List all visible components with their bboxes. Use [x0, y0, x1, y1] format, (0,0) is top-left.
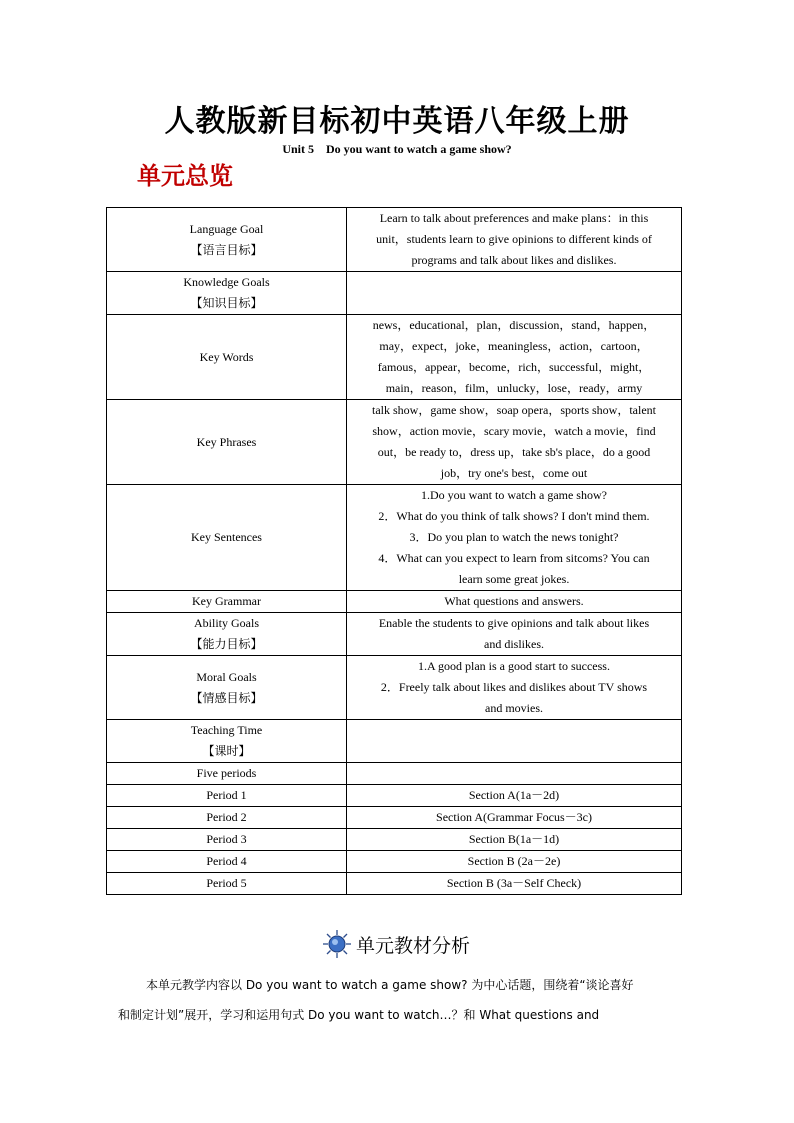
row-content-cell	[347, 400, 682, 485]
table-row	[107, 613, 682, 656]
unit-overview-table	[106, 207, 682, 895]
paragraph-line: 本单元教学内容以 Do you want to watch a game show? 为中心话题，围绕着“谈论喜好	[146, 978, 634, 992]
row-label-cn: 【情感目标】	[190, 690, 263, 705]
content-line: Section B (3a－Self Check)	[446, 876, 582, 890]
content-line: 3．Do you plan to watch the news tonight?	[409, 530, 619, 544]
row-label-cell	[107, 400, 347, 485]
content-line: Section A(Grammar Focus－3c)	[436, 810, 592, 824]
content-line: may，expect，joke，meaningless，action，cartoon，	[379, 339, 649, 353]
row-label-cn: 【语言目标】	[190, 242, 263, 257]
row-label: Teaching Time	[190, 723, 263, 737]
row-content-cell	[347, 591, 682, 613]
row-label-cell	[107, 272, 347, 315]
row-content-cell	[347, 613, 682, 656]
content-line: What questions and answers.	[444, 594, 584, 608]
row-label: Period 1	[206, 788, 247, 802]
content-line: famous，appear，become，rich，successful，might，	[377, 360, 651, 374]
row-label-cell	[107, 315, 347, 400]
sun-icon	[322, 929, 352, 959]
content-line: learn some great jokes.	[458, 572, 570, 586]
content-line: main，reason，film，unlucky，lose，ready，army	[385, 381, 643, 395]
content-line: Section A(1a－2d)	[468, 788, 560, 802]
row-content-cell	[347, 272, 682, 315]
row-label-cell	[107, 763, 347, 785]
row-content-cell	[347, 873, 682, 895]
table-row	[107, 785, 682, 807]
row-content-cell	[347, 720, 682, 763]
row-label: Language Goal	[189, 221, 264, 236]
row-content-cell	[347, 485, 682, 591]
row-content-cell	[347, 315, 682, 400]
row-label-cell	[107, 591, 347, 613]
content-line: talk show，game show，soap opera，sports show，talent	[372, 403, 656, 417]
table-row	[107, 208, 682, 272]
content-line: programs and talk about likes and dislikes.	[411, 253, 617, 267]
row-label: Period 3	[206, 832, 247, 846]
row-label: Moral Goals	[196, 669, 257, 684]
row-content-cell	[347, 208, 682, 272]
content-line: out，be ready to，dress up，take sb's place，do a good	[377, 445, 651, 459]
section-heading: 单元总览	[137, 162, 233, 190]
content-line: 1.Do you want to watch a game show?	[421, 488, 607, 502]
row-label: Key Phrases	[196, 434, 257, 449]
row-content-cell	[347, 656, 682, 720]
content-line: unit，students learn to give opinions to different kinds of	[376, 232, 652, 246]
row-label-cn: 【知识目标】	[190, 296, 263, 310]
content-line: show，action movie，scary movie，watch a movie，find	[372, 424, 656, 438]
content-line: 4．What can you expect to learn from sitcoms? You can	[378, 551, 650, 565]
table-row	[107, 315, 682, 400]
table-row	[107, 272, 682, 315]
table-row	[107, 720, 682, 763]
row-label-cell	[107, 656, 347, 720]
table-row	[107, 485, 682, 591]
content-line: Enable the students to give opinions and talk about likes	[378, 616, 650, 630]
content-line: job，try one's best，come out	[440, 466, 588, 480]
row-label: Key Sentences	[191, 530, 262, 544]
analysis-paragraph	[118, 970, 678, 1030]
analysis-heading-text: 单元教材分析	[356, 934, 471, 957]
row-label: Key Words	[199, 349, 254, 364]
row-label-cell	[107, 851, 347, 873]
row-label-cell	[107, 785, 347, 807]
table-row	[107, 829, 682, 851]
content-line: Section B(1a－1d)	[468, 832, 560, 846]
table-row	[107, 400, 682, 485]
content-line: news，educational，plan，discussion，stand，happen，	[372, 318, 656, 332]
row-label-cell	[107, 485, 347, 591]
row-label: Five periods	[196, 766, 257, 780]
paragraph-line: 和制定计划”展开，学习和运用句式 Do you want to watch…？和 What questions and	[118, 1008, 600, 1022]
content-line: 1.A good plan is a good start to success.	[418, 659, 610, 673]
row-label-cn: 【能力目标】	[190, 637, 263, 651]
row-label: Knowledge Goals	[183, 275, 270, 289]
content-line: Section B (2a－2e)	[467, 854, 561, 868]
row-label-cell	[107, 807, 347, 829]
row-label-cell	[107, 873, 347, 895]
table-row	[107, 851, 682, 873]
content-line: 2．What do you think of talk shows? I don't mind them.	[378, 509, 650, 523]
row-content-cell	[347, 851, 682, 873]
row-content-cell	[347, 829, 682, 851]
table-row	[107, 591, 682, 613]
row-label: Ability Goals	[194, 616, 259, 630]
row-label: Period 2	[206, 810, 247, 824]
unit-subtitle: Unit 5 Do you want to watch a game show?	[282, 142, 512, 156]
row-label-cn: 【课时】	[202, 744, 251, 758]
row-label-cell	[107, 829, 347, 851]
table-row	[107, 807, 682, 829]
table-row	[107, 656, 682, 720]
row-label-cell	[107, 613, 347, 656]
analysis-heading	[322, 928, 470, 960]
row-content-cell	[347, 807, 682, 829]
content-line: Learn to talk about preferences and make plans：in this	[379, 211, 649, 225]
row-label-cell	[107, 208, 347, 272]
row-label-cell	[107, 720, 347, 763]
row-content-cell	[347, 785, 682, 807]
table-row	[107, 763, 682, 785]
row-label: Period 5	[206, 876, 247, 890]
table-row	[107, 873, 682, 895]
document-title: 人教版新目标初中英语八年级上册	[164, 104, 630, 139]
content-line: 2．Freely talk about likes and dislikes about TV shows	[380, 680, 648, 694]
content-line: and movies.	[485, 701, 543, 715]
row-label: Period 4	[206, 854, 247, 868]
content-line: and dislikes.	[484, 637, 544, 651]
row-content-cell	[347, 763, 682, 785]
row-label: Key Grammar	[192, 594, 261, 608]
